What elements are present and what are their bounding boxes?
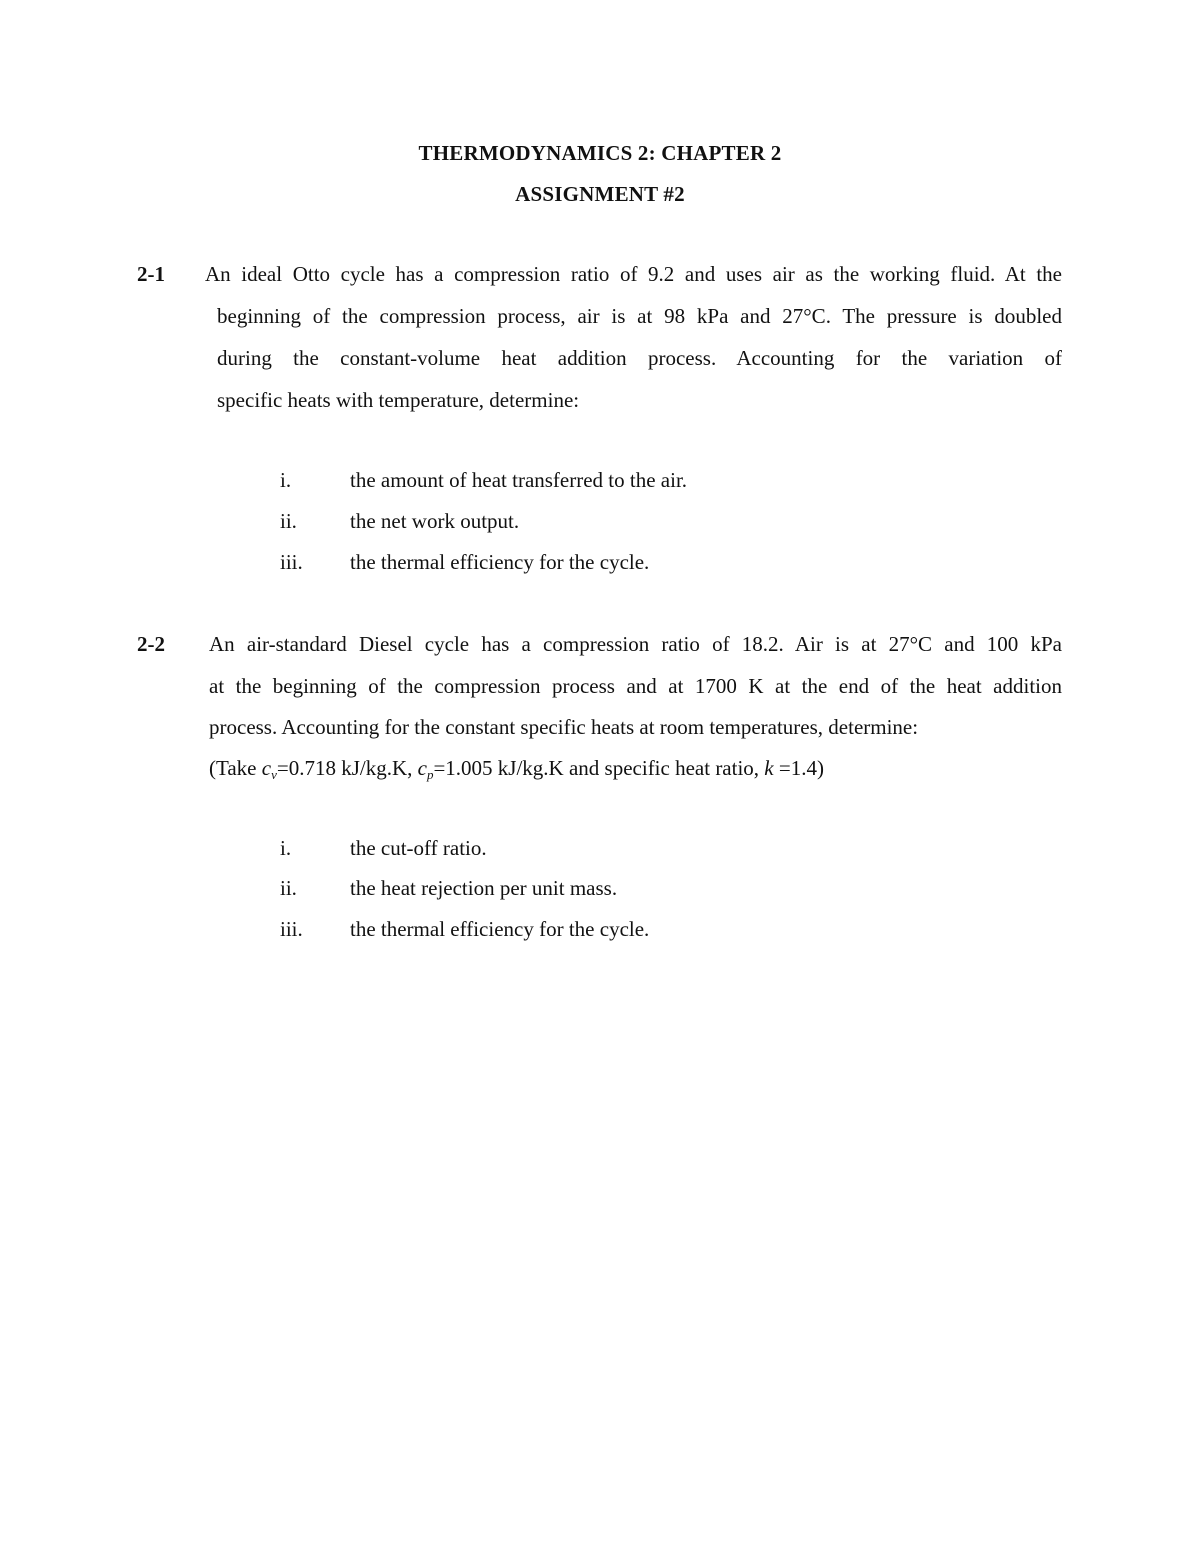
cv-value: =0.718 kJ/kg.K, — [276, 756, 418, 780]
given-values-line — [209, 756, 824, 781]
document-title: THERMODYNAMICS 2: CHAPTER 2 — [418, 141, 782, 165]
cp-symbol: c — [417, 756, 427, 780]
problem-number: 2-1 — [137, 262, 165, 286]
problem-text-line: at the beginning of the compression process and at 1700 K at the end of the heat addition — [209, 674, 1062, 698]
list-item-marker: i. — [280, 836, 292, 860]
list-item: the heat rejection per unit mass. — [350, 876, 618, 900]
list-item: the net work output. — [350, 509, 520, 533]
list-item-marker: ii. — [280, 509, 297, 533]
problem-text-line: process. Accounting for the constant specific heats at room temperatures, determine: — [209, 715, 919, 739]
list-item-marker: iii. — [280, 917, 303, 941]
given-prefix: (Take — [209, 756, 262, 780]
problem-text-line: beginning of the compression process, air is at 98 kPa and 27°C. The pressure is doubled — [217, 304, 1062, 328]
list-item: the thermal efficiency for the cycle. — [350, 550, 650, 574]
document-subtitle: ASSIGNMENT #2 — [515, 182, 685, 206]
k-symbol: k — [764, 756, 774, 780]
cp-value: =1.005 kJ/kg.K and specific heat ratio, — [433, 756, 765, 780]
list-item-marker: iii. — [280, 550, 303, 574]
k-value: =1.4) — [773, 756, 824, 780]
list-item-marker: i. — [280, 468, 292, 492]
cv-subscript: v — [271, 767, 277, 782]
cv-symbol: c — [261, 756, 272, 780]
problem-text-line: specific heats with temperature, determine: — [217, 388, 580, 412]
problem-text-line: An ideal Otto cycle has a compression ratio of 9.2 and uses air as the working fluid. At the — [205, 262, 1062, 286]
list-item: the thermal efficiency for the cycle. — [350, 917, 650, 941]
list-item-marker: ii. — [280, 876, 297, 900]
list-item: the cut-off ratio. — [350, 836, 487, 860]
problem-number: 2-2 — [137, 632, 165, 656]
list-item: the amount of heat transferred to the air. — [350, 468, 688, 492]
problem-text-line: during the constant-volume heat addition process. Accounting for the variation of — [217, 346, 1062, 370]
cp-subscript: p — [426, 767, 434, 782]
problem-text-line: An air-standard Diesel cycle has a compression ratio of 18.2. Air is at 27°C and 100 kPa — [209, 632, 1062, 656]
